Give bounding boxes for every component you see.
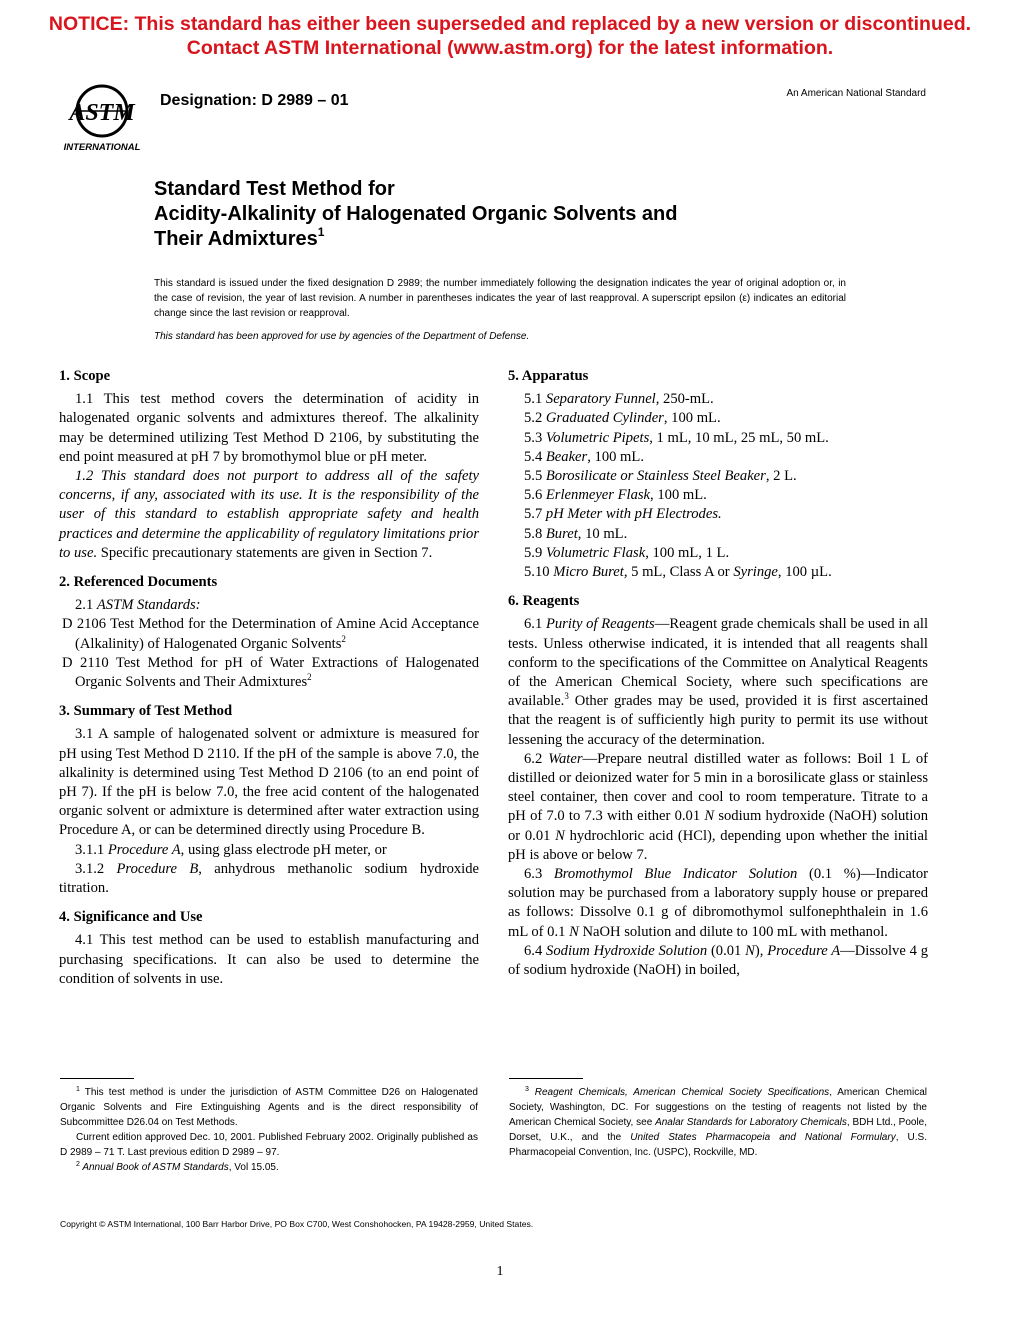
para-6-1-text-a: —Reagent grade chemicals shall be used in all tests. Unless otherwise indicated, it is intended that all reagents shall conform to the specifications of the Committee on Analytical Reagents of the American Chemical Society, where such specifications are available.	[508, 616, 929, 710]
notice-line-2: Contact ASTM International (www.astm.org) for the latest information.	[186, 37, 834, 59]
reference-d2110-text: D 2110 Test Method for pH of Water Extractions of Halogenated Organic Solvents and Their Admixtures	[62, 654, 479, 691]
para-6-4	[508, 942, 928, 980]
para-1-2-rest: Specific precautionary statements are given in Section 7.	[97, 544, 433, 561]
para-1-2	[59, 467, 479, 563]
footnotes-left	[60, 1085, 478, 1175]
apparatus-label: Graduated Cylinder	[545, 410, 664, 427]
section-summary-heading: 3. Summary of Test Method	[59, 703, 233, 720]
para-6-4-normality: N	[745, 942, 755, 959]
apparatus-label: Beaker	[545, 448, 588, 465]
copyright-notice: Copyright © ASTM International, 100 Barr Harbor Drive, PO Box C700, West Conshohocken, PA 19428-2959, United States.	[60, 1219, 534, 1229]
footnote-3	[509, 1085, 927, 1160]
reference-d2106-marker[interactable]: 2	[341, 633, 346, 644]
reference-d2110-marker[interactable]: 2	[307, 672, 312, 683]
footnote-1-marker: 1	[76, 1086, 80, 1093]
apparatus-item	[508, 467, 928, 486]
para-3-1-1-label: Procedure A	[107, 841, 181, 858]
title-line-1: Standard Test Method for	[154, 178, 395, 200]
para-3-1-1	[59, 841, 479, 860]
para-2-1-num: 2.1	[75, 597, 97, 614]
para-2-1	[59, 596, 479, 615]
para-6-1-label: Purity of Reagents	[545, 616, 655, 633]
footnote-1-edition: Current edition approved Dec. 10, 2001. Published February 2002. Originally published as D 2989 – 71 T. Last previous edition D 2989 – 97.	[60, 1132, 478, 1158]
apparatus-num: 5.6	[524, 487, 546, 504]
apparatus-num: 5.5	[524, 468, 546, 485]
document-title	[154, 177, 914, 252]
apparatus-num: 5.7	[524, 506, 546, 523]
issued-statement: This standard is issued under the fixed designation D 2989; the number immediately following the designation indicates the year of original adoption or, in the case of revision, the year of last revision. A number in parentheses indicates the year of last reapproval. A superscript epsilon (ε) indicates an editorial change since the last revision or reapproval.	[154, 278, 846, 319]
apparatus-num: 5.9	[524, 544, 546, 561]
apparatus-item	[508, 525, 928, 544]
para-6-2-label: Water	[548, 750, 583, 767]
para-2-1-label: ASTM Standards:	[96, 597, 201, 614]
reference-d2110	[45, 654, 479, 692]
footnote-3-label-3: United States Pharmacopeia and National Formulary	[630, 1132, 896, 1143]
para-6-3-text-a: (0.1 %)—Indicator solution may be purchased from a laboratory supply house or prepared as follows: Dissolve 0.1 g of dibromothymol sulfonephthalein in 1.6 mL of 0.1	[508, 866, 928, 940]
para-6-2-normality-1: N	[704, 808, 715, 825]
apparatus-rest: , 100 mL.	[650, 487, 707, 504]
section-scope-heading: 1. Scope	[59, 368, 111, 384]
footnote-2	[60, 1160, 478, 1175]
title-line-3	[154, 227, 914, 252]
para-6-3-label: Bromothymol Blue Indicator Solution	[553, 866, 798, 883]
title-line-3-text: Their Admixtures	[154, 228, 318, 250]
title-footnote-marker[interactable]: 1	[317, 225, 325, 239]
footnote-1-text: This test method is under the jurisdiction of ASTM Committee D26 on Halogenated Organic Solvents and Fire Extinguishing Agents and is the direct responsibility of Subcommittee D26.04 on Test Methods.	[60, 1087, 478, 1128]
footnote-3-text-b: , BDH Ltd., Poole, Dorset, U.K., and the	[509, 1117, 928, 1143]
para-6-2-text-b: sodium hydroxide (NaOH) solution or 0.01	[508, 808, 928, 844]
apparatus-label: Separatory Funnel	[545, 391, 656, 408]
section-reagents-heading: 6. Reagents	[508, 593, 580, 610]
para-6-2-normality-2: N	[555, 827, 565, 844]
para-6-4-label: Sodium Hydroxide Solution	[546, 942, 708, 959]
apparatus-rest: , 100 mL.	[587, 448, 644, 465]
para-6-2-num: 6.2	[524, 750, 549, 767]
apparatus-item	[508, 486, 928, 505]
footnote-3-label: Reagent Chemicals, American Chemical Society Specifications	[528, 1087, 830, 1098]
para-3-1: 3.1 A sample of halogenated solvent or admixture is measured for pH using Test Method D 2110. If the pH of the sample is above 7.0, the alkalinity is determined using Test Method D 2106 (to an end point of pH 7). If the pH is below 7.0, the free acid content of the halogenated organic solvent or admixture is determined after water extraction using Procedure A, or can be determined directly using Procedure B.	[59, 726, 479, 839]
apparatus-rest: , 100 mL.	[663, 410, 721, 427]
apparatus-num: 5.8	[524, 525, 546, 542]
para-4-1: 4.1 This test method can be used to establish manufacturing and purchasing specifications. It can also be used to determine the condition of solvents in use.	[59, 932, 479, 987]
para-6-4-text-c: —Dissolve 4 g of sodium hydroxide (NaOH) in boiled,	[508, 942, 929, 979]
designation: Designation: D 2989 – 01	[160, 92, 349, 109]
para-1-1: 1.1 This test method covers the determination of acidity in halogenated organic solvents and admixtures thereof. The alkalinity may be determined utilizing Test Method D 2106, by substituting the end point measured at pH 7 by bromothymol blue or pH meter.	[59, 391, 479, 465]
page-number: 1	[496, 1264, 504, 1279]
apparatus-rest: , 250-mL.	[655, 391, 714, 408]
apparatus-label: Syringe	[733, 564, 778, 581]
logo-caption: INTERNATIONAL	[63, 142, 141, 153]
apparatus-label: Buret	[545, 525, 578, 542]
reference-d2106-text: D 2106 Test Method for the Determination of Amine Acid Acceptance (Alkalinity) of Halogenated Organic Solvents	[62, 616, 479, 652]
logo-letters: ASTM	[69, 100, 135, 126]
astm-logo-icon	[60, 84, 146, 154]
para-6-1-text-b: Other grades may be used, provided it is first ascertained that the reagent is of sufficiently high purity to permit its use without lessening the accuracy of the determination.	[508, 693, 928, 748]
para-6-1-num: 6.1	[524, 616, 546, 633]
section-referenced-heading: 2. Referenced Documents	[59, 574, 218, 591]
apparatus-rest: , 2 L.	[765, 468, 797, 485]
footnote-2-rest: , Vol 15.05.	[228, 1162, 279, 1173]
apparatus-item	[508, 563, 928, 582]
para-6-4-text-b: ),	[754, 942, 768, 959]
apparatus-rest: , 1 mL, 10 mL, 25 mL, 50 mL.	[649, 429, 829, 446]
apparatus-list	[508, 390, 928, 582]
para-3-1-2-num: 3.1.2	[75, 860, 117, 877]
footnote-rule-right	[509, 1078, 583, 1079]
para-3-1-2-rest: , anhydrous methanolic sodium hydroxide titration.	[59, 860, 479, 897]
apparatus-rest: , 100 mL, 1 L.	[645, 544, 730, 561]
para-6-2-text-c: hydrochloric acid (HCl), depending upon whether the initial pH is above or below 7.	[508, 827, 928, 863]
footnote-2-marker: 2	[76, 1161, 80, 1168]
apparatus-num: 5.10	[524, 564, 554, 581]
apparatus-label: Volumetric Flask	[545, 544, 646, 561]
apparatus-label: pH Meter with pH Electrodes.	[545, 506, 722, 523]
apparatus-rest: , 100 µL.	[777, 564, 832, 581]
left-column	[59, 367, 479, 989]
para-6-1-footnote-marker[interactable]: 3	[564, 691, 569, 702]
title-line-2: Acidity-Alkalinity of Halogenated Organic Solvents and	[154, 203, 678, 225]
para-6-3	[508, 865, 928, 942]
para-6-3-num: 6.3	[524, 866, 554, 883]
apparatus-label: Erlenmeyer Flask	[545, 487, 651, 504]
para-6-2	[508, 750, 928, 865]
apparatus-label: Borosilicate or Stainless Steel Beaker	[545, 468, 766, 485]
apparatus-item	[508, 429, 928, 448]
para-6-3-text-b: NaOH solution and dilute to 100 mL with methanol.	[578, 923, 888, 940]
footnotes-right	[509, 1085, 927, 1160]
footnote-2-label: Annual Book of ASTM Standards	[79, 1162, 229, 1173]
apparatus-item	[508, 390, 928, 409]
apparatus-num: 5.1	[524, 391, 546, 408]
para-3-1-1-rest: , using glass electrode pH meter, or	[180, 841, 387, 858]
apparatus-rest: , 10 mL.	[577, 525, 628, 542]
para-3-1-1-num: 3.1.1	[75, 841, 108, 858]
footnote-3-marker: 3	[525, 1086, 529, 1093]
apparatus-num: 5.2	[524, 410, 546, 427]
para-6-4-text-a: (0.01	[707, 942, 746, 959]
notice-line-1: NOTICE: This standard has either been superseded and replaced by a new version or discontinued.	[48, 13, 972, 35]
apparatus-item	[508, 448, 928, 467]
section-significance-heading: 4. Significance and Use	[59, 909, 203, 926]
reference-d2106	[45, 615, 479, 653]
american-national-standard: An American National Standard	[786, 88, 926, 99]
para-1-2-caution: 1.2 This standard does not purport to address all of the safety concerns, if any, associated with its use. It is the responsibility of the user of this standard to establish appropriate safety and health practices and determine the applicability of regulatory limitations prior to use.	[59, 468, 479, 561]
apparatus-label: Micro Buret	[553, 564, 624, 581]
para-6-4-procedure: Procedure A	[767, 942, 841, 959]
footnote-3-text-a: , American Chemical Society, Washington, DC. For suggestions on the testing of reagents not listed by the American Chemical Society, see	[509, 1087, 927, 1128]
footnote-3-text-c: , U.S. Pharmacopeial Convention, Inc. (USPC), Rockville, MD.	[509, 1132, 927, 1158]
para-6-3-normality: N	[569, 923, 579, 940]
apparatus-rest: , 5 mL, Class A or	[623, 564, 734, 581]
apparatus-item	[508, 544, 928, 563]
para-3-1-2-label: Procedure B	[116, 860, 199, 877]
apparatus-item	[508, 409, 928, 428]
astm-logo	[60, 84, 146, 154]
apparatus-num: 5.4	[524, 448, 546, 465]
apparatus-label: Volumetric Pipets	[545, 429, 650, 446]
footnote-rule-left	[60, 1078, 134, 1079]
section-apparatus-heading: 5. Apparatus	[508, 368, 589, 384]
para-3-1-2	[59, 860, 479, 898]
para-6-4-num: 6.4	[524, 942, 547, 959]
footnote-1	[60, 1085, 478, 1130]
para-6-2-text-a: —Prepare neutral distilled water as follows: Boil 1 L of distilled or deionized water for 5 min in a borosilicate glass or stainless steel container, then cover and cool to room temperature. Titrate to a pH of 7.0 to 7.3 with either 0.01	[508, 750, 929, 825]
apparatus-item	[508, 505, 928, 524]
right-column	[508, 367, 928, 980]
dod-approval-statement: This standard has been approved for use by agencies of the Department of Defense.	[154, 331, 530, 342]
footnote-3-label-2: Analar Standards for Laboratory Chemicals	[655, 1117, 847, 1128]
para-6-1	[508, 615, 928, 749]
supersede-notice	[0, 12, 1020, 60]
apparatus-num: 5.3	[524, 429, 546, 446]
